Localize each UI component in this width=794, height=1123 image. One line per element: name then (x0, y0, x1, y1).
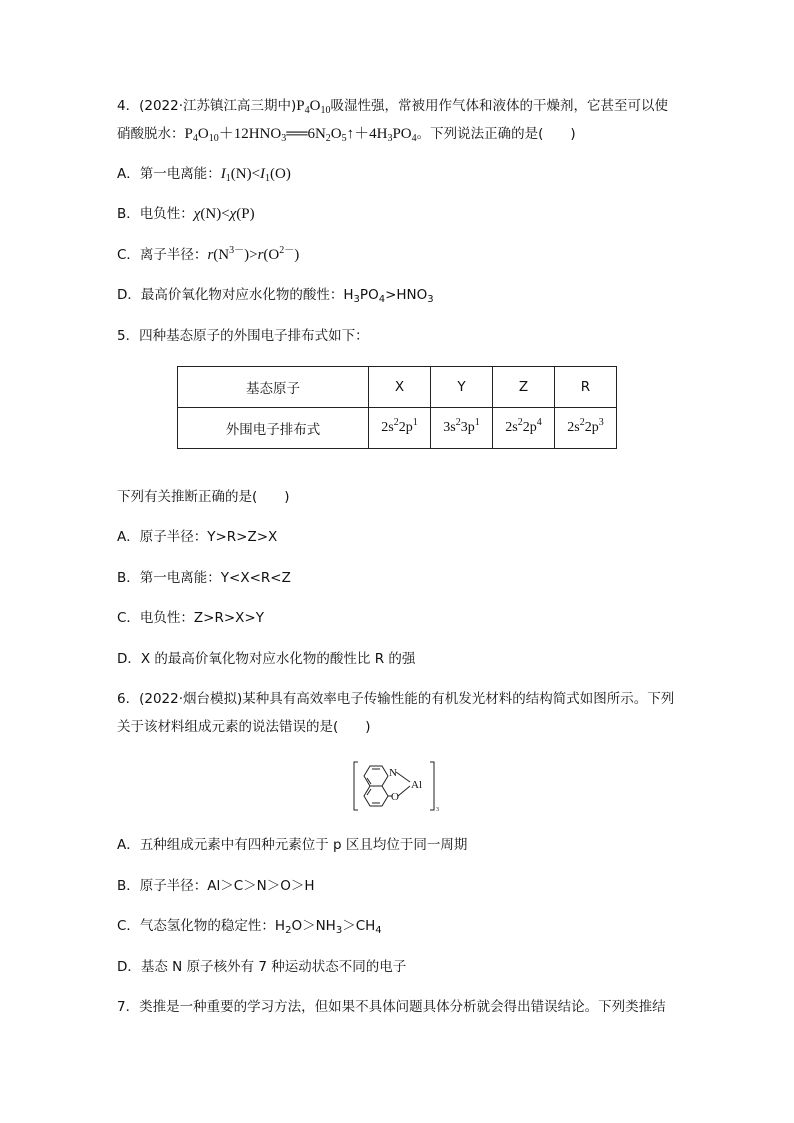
o-label: O (391, 791, 399, 803)
q6-option-b: B．原子半径：Al＞C＞N＞O＞H (117, 878, 315, 894)
table-row (178, 408, 617, 449)
q4-option-b: B．电负性：χ(N)<χ(P) (117, 206, 255, 222)
q6-line1: 6．(2022·烟台模拟)某种具有高效率电子传输性能的有机发光材料的结构简式如图所示。下列 (117, 691, 675, 707)
q4-number: 4． (117, 98, 140, 114)
q7-line1: 7．类推是一种重要的学习方法，但如果不具体问题具体分析就会得出错误结论。下列类推结 (117, 999, 666, 1015)
table-header-cell: R (555, 367, 617, 408)
table-header-cell: 基态原子 (178, 367, 369, 408)
q5-stem: 5．四种基态原子的外围电子排布式如下： (117, 328, 369, 344)
q5-option-a: A．原子半径：Y>R>Z>X (117, 529, 278, 545)
q4-line1: 4．(2022·江苏镇江高三期中)$P_4O_{10}$吸湿性强，常被用作气体和液体的干燥剂，它甚至可以使 (117, 98, 668, 116)
table-header-cell: Z (493, 367, 555, 408)
table-cell: $2s^22p^1$ (369, 408, 431, 449)
table-cell: $2s^22p^3$ (555, 408, 617, 449)
molecule-structure (352, 760, 444, 812)
table-header-cell: Y (431, 367, 493, 408)
q4-source: (2022·江苏镇江高三期中) (139, 98, 297, 114)
q6-line2: 关于该材料组成元素的说法错误的是( ) (117, 719, 371, 735)
q4-equation: $P_4O_{10}+12HNO_3══6N_2O_5↑+4H_3PO_4$ (184, 126, 417, 144)
q5-ask: 下列有关推断正确的是( ) (117, 489, 290, 505)
q6-option-d: D．基态 N 原子核外有 7 种运动状态不同的电子 (117, 959, 407, 975)
q4-option-d: D．最高价氧化物对应水化物的酸性：$H_3PO_4>HNO_3$ (117, 287, 434, 305)
table-cell: $3s^23p^1$ (431, 408, 493, 449)
table-header-cell: X (369, 367, 431, 408)
table-row-label: 外围电子排布式 (178, 408, 369, 449)
table-cell: $2s^22p^4$ (493, 408, 555, 449)
o-al-bond (398, 786, 410, 796)
q4-option-c: C．离子半径：$r(N^{3-})>r(O^{2-})$ (117, 245, 300, 263)
subscript-label: 3 (436, 807, 439, 812)
n-al-bond (396, 772, 410, 782)
table-header-row (178, 367, 617, 408)
left-bracket (354, 762, 358, 810)
q5-option-c: C．电负性：Z>R>X>Y (117, 610, 264, 626)
q4-line2: 硝酸脱水：$P_4O_{10}+12HNO_3══6N_2O_5↑+4H_3PO_4$。下列说法正确的是( ) (117, 126, 576, 144)
q4-formula: $P_4O_{10}$ (296, 98, 331, 116)
q6-option-c: C．气态氢化物的稳定性：$H_2O>NH_3>CH_4$ (117, 918, 382, 936)
al-label: Al (411, 779, 422, 791)
q4-option-a: A．第一电离能：$I_1(N)<I_1(O)$ (117, 166, 291, 184)
electron-config-table (177, 366, 617, 449)
q5-option-d: D．X 的最高价氧化物对应水化物的酸性比 R 的强 (117, 651, 416, 667)
q5-option-b: B．第一电离能：Y<X<R<Z (117, 570, 291, 586)
q6-option-a: A．五种组成元素中有四种元素位于 p 区且均位于同一周期 (117, 837, 468, 853)
n-label: N (389, 767, 397, 779)
right-bracket (430, 762, 434, 810)
